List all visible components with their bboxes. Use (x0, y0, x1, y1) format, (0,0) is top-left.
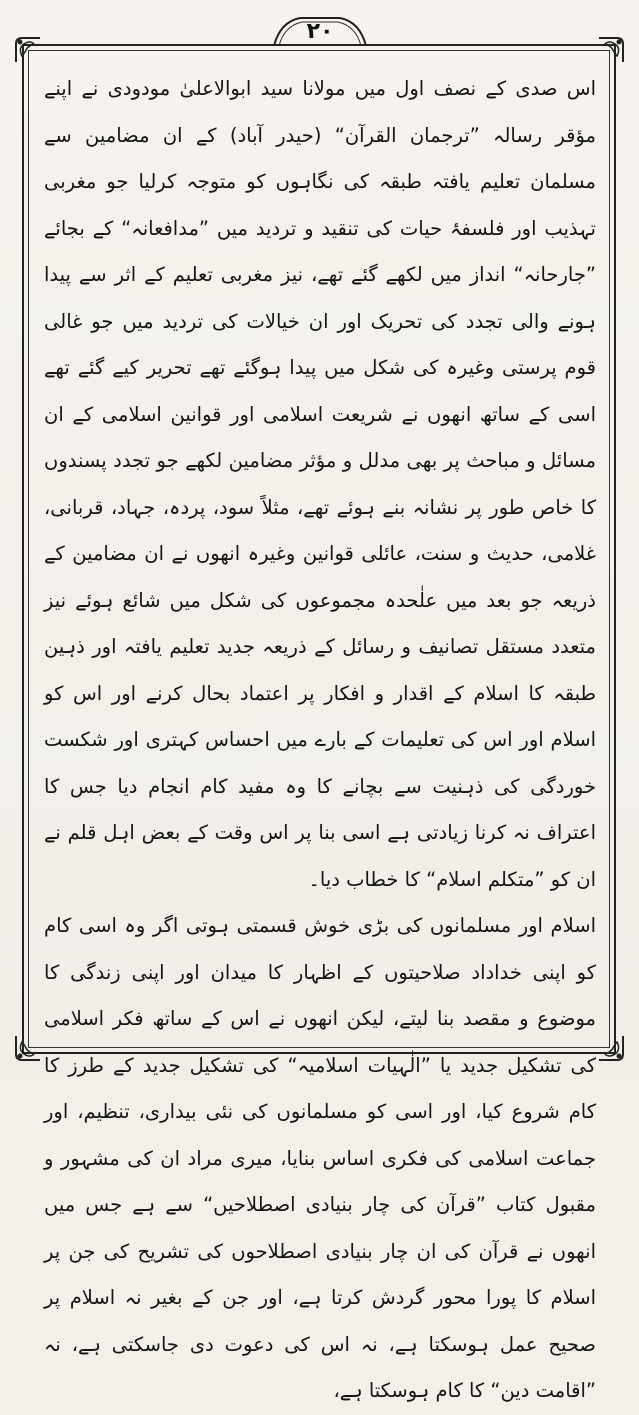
page-number-cartouche (270, 14, 370, 48)
page-number: ۲۰ (306, 19, 334, 44)
corner-ornament-icon (595, 1032, 629, 1066)
corner-ornament-icon (595, 32, 629, 66)
corner-ornament-icon (10, 1032, 44, 1066)
corner-ornament-icon (10, 32, 44, 66)
paragraph-1: اس صدی کے نصف اول میں مولانا سید ابوالاعلیٰ مودودی نے اپنے مؤقر رسالہ ”ترجمان القرآن“ (حیدر آباد) کے ان مضامین سے مسلمان تعلیم یافتہ طبقہ کی نگاہوں کو متوجہ کرلیا جو مغربی تہذیب اور فلسفۂ حیات کی تنقید و تردید میں ”مدافعانہ“ کے بجائے ”جارحانہ“ انداز میں لکھے گئے تھے، نیز مغربی تعلیم کے اثر سے پیدا ہونے والی تجدد کی تحریک اور ان خیالات کی تردید میں جو غالی قوم پرستی وغیرہ کی شکل میں پیدا ہوگئے تھے تحریر کیے گئے تھے اسی کے ساتھ انھوں نے شریعت اسلامی اور قوانین اسلامی کے ان مسائل و مباحث پر بھی مدلل و مؤثر مضامین لکھے جو تجدد پسندوں کا خاص طور پر نشانہ بنے ہوئے تھے، مثلاً سود، پردہ، جہاد، قربانی، غلامی، حدیث و سنت، عائلی قوانین وغیرہ انھوں نے ان مضامین کے ذریعہ جو بعد میں علٰحدہ مجموعوں کی شکل میں شائع ہوئے نیز متعدد مستقل تصانیف و رسائل کے ذریعہ جدید تعلیم یافتہ اور ذہین طبقہ کا اسلام کے اقدار و افکار پر اعتماد بحال کرنے اور اس کو اسلام اور اس کی تعلیمات کے بارے میں احساس کہتری اور شکست خوردگی کی ذہنیت سے بچانے کا وہ مفید کام انجام دیا جس کا اعتراف نہ کرنا زیادتی ہے اسی بنا پر اس وقت کے بعض اہل قلم نے ان کو ”متکلم اسلام“ کا خطاب دیا۔ (44, 77, 596, 891)
paragraph-2: اسلام اور مسلمانوں کی بڑی خوش قسمتی ہوتی اگر وہ اسی کام کو اپنی خداداد صلاحیتوں کے اظہار کا میدان اور اپنی زندگی کا موضوع و مقصد بنا لیتے، لیکن انھوں نے اس کے ساتھ فکر اسلامی کی تشکیل جدید یا ”الٰہیات اسلامیہ“ کی تشکیل جدید کے طرز کا کام شروع کیا، اور اسی کو مسلمانوں کی نئی بیداری، تنظیم، اور جماعت اسلامی کی فکری اساس بنایا، میری مراد ان کی مشہور و مقبول کتاب ”قرآن کی چار بنیادی اصطلاحیں“ سے ہے جس میں انھوں نے قرآن کی ان چار بنیادی اصطلاحوں کی تشریح کی جن پر اسلام کا پورا محور گردش کرتا ہے، اور جن کے بغیر نہ اسلام پر صحیح عمل ہوسکتا ہے، نہ اس کی دعوت دی جاسکتی ہے، نہ ”اقامت دین“ کا کام ہوسکتا ہے، (44, 914, 596, 1402)
body-text (44, 66, 596, 1402)
